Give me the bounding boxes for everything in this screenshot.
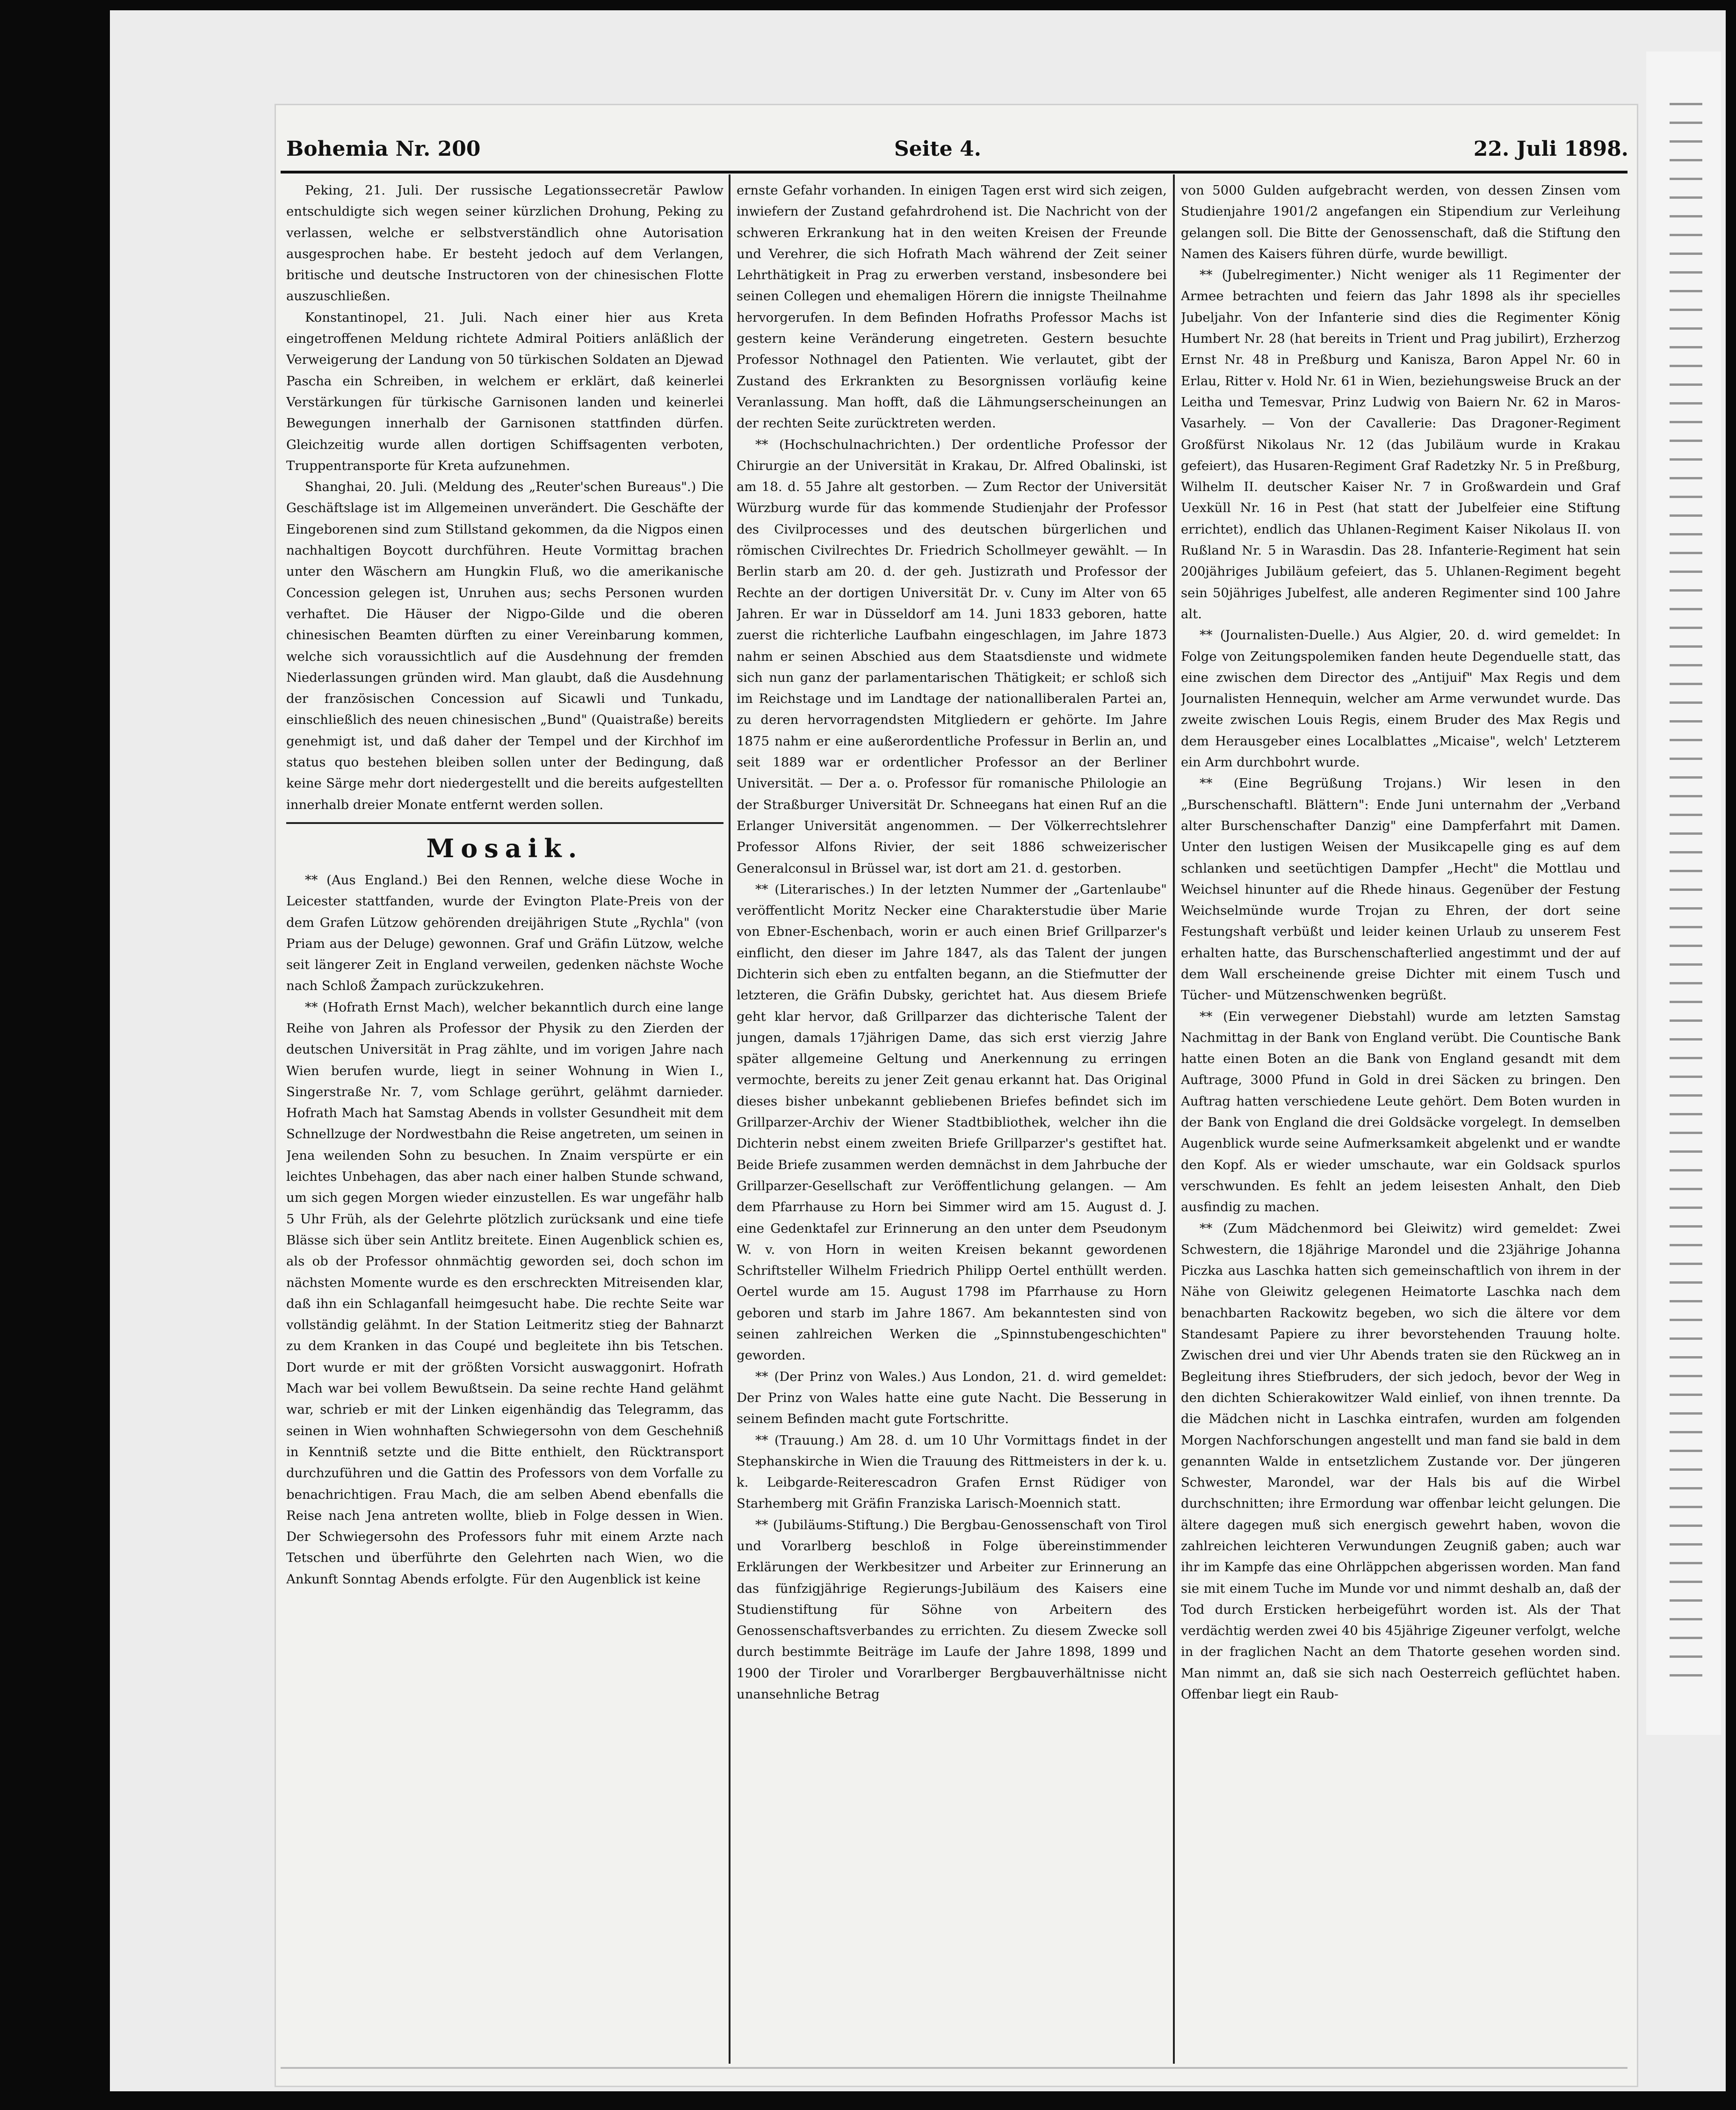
- column-divider-2: [1173, 174, 1175, 2064]
- article-jubelregimenter: ** (Jubelregimenter.) Nicht weniger als 11 Regimenter der Armee betrachten und feiern das Jahr 1898 als ihr specielles Jubeljahr. Von der Infanterie sind dies die Regimenter König Humbert Nr. 28 (hat bereits in Trient und Prag jubilirt), Erzherzog Ernst Nr. 48 in Preßburg und Kanisza, Baron Appel Nr. 60 in Erlau, Ritter v. Hold Nr. 61 in Wien, beziehungsweise Bruck an der Leitha und Temesvar, Prinz Ludwig von Baiern Nr. 62 in Maros-Vasarhely. — Von der Cavallerie: Das Dragoner-Regiment Großfürst Nikolaus Nr. 12 (das Jubiläum wurde in Krakau gefeiert), das Husaren-Regiment Graf Radetzky Nr. 5 in Preßburg, Wilhelm II. deutscher Kaiser Nr. 7 in Großwardein und Graf Uexküll Nr. 16 in Pest (hat statt der Jubelfeier eine Stiftung errichtet), endlich das Uhlanen-Regiment Kaiser Nikolaus II. von Rußland Nr. 5 in Warasdin. Das 28. Infanterie-Regiment hat sein 200jähriges Jubiläum gefeiert, das 5. Uhlanen-Regiment begeht sein 50jähriges Jubelfest, alle anderen Regimenter sind 100 Jahre alt.: [1181, 267, 1620, 621]
- news-item-konstantinopel: Konstantinopel, 21. Juli. Nach einer hier aus Kreta eingetroffenen Meldung richtete Admiral Poitiers anläßlich der Verweigerung der Landung von 50 türkischen Soldaten an Djewad Pascha ein Schreiben, in welchem er erklärt, daß keinerlei Verstärkungen für türkische Garnisonen landen und keinerlei Bewegungen innerhalb der Garnisonen stattfinden dürfen. Gleichzeitig wurde allen dortigen Schiffsagenten verboten, Truppentransporte für Kreta aufzunehmen.: [286, 310, 723, 473]
- issue-date: 22. Juli 1898.: [1473, 137, 1628, 161]
- article-journalisten-duelle: ** (Journalisten-Duelle.) Aus Algier, 20. d. wird gemeldet: In Folge von Zeitungspolemiken fanden heute Degenduelle statt, das eine zwischen dem Director des „Antijuif" Max Regis und dem Journalisten Hennequin, welcher am Arme verwundet wurde. Das zweite zwischen Louis Regis, einem Bruder des Max Regis und dem Herausgeber eines Localblattes „Micaise", welch' Letzterem ein Arm durchbohrt wurde.: [1181, 628, 1620, 770]
- newspaper-page: [276, 105, 1637, 2086]
- article-prinz-von-wales: ** (Der Prinz von Wales.) Aus London, 21. d. wird gemeldet: Der Prinz von Wales hatte eine gute Nacht. Die Besserung in seinem Befinden macht gute Fortschritte.: [737, 1369, 1167, 1427]
- column-2: [737, 180, 1167, 2065]
- article-maedchenmord: ** (Zum Mädchenmord bei Gleiwitz) wird gemeldet: Zwei Schwestern, die 18jährige Marondel und die 23jährige Johanna Piczka aus Laschka hatten sich gemeinschaftlich von ihrem in der Nähe von Gleiwitz gelegenen Heimatorte Laschka nach dem benachbarten Rackowitz begeben, wo sich die ältere vor dem Standesamt Papiere zu ihrer bevorstehenden Trauung holte. Zwischen drei und vier Uhr Abends traten sie den Rückweg an in Begleitung ihres Stiefbruders, der sich jedoch, bevor der Weg in den dichten Schierakowitzer Wald einlief, von ihnen trennte. Da die Mädchen nicht in Laschka eintrafen, wurden am folgenden Morgen Nachforschungen angestellt und man fand sie bald in dem genannten Walde in entsetzlichem Zustande vor. Der jüngeren Schwester, Marondel, war der Hals bis auf die Wirbel durchschnitten; ihre Ermordung war offenbar leicht gelungen. Die ältere dagegen muß sich energisch gewehrt haben, wovon die zahlreichen leichteren Verwundungen Zeugniß gaben; auch war ihr im Kampfe das eine Ohrläppchen abgerissen worden. Man fand sie mit einem Tuche im Munde vor und nimmt deshalb an, daß der Tod durch Ersticken herbeigeführt worden ist. Als der That verdächtig werden zwei 40 bis 45jährige Zigeuner verfolgt, welche in der fraglichen Nacht an dem Thatorte gesehen worden sind. Man nimmt an, daß sie sich nach Oesterreich geflüchtet haben. Offenbar liegt ein Raub-: [1181, 1221, 1620, 1702]
- article-trauung: ** (Trauung.) Am 28. d. um 10 Uhr Vormittags findet in der Stephanskirche in Wien die Trauung des Rittmeisters in der k. u. k. Leibgarde-Reiterescadron Grafen Ernst Rüdiger von Starhemberg mit Gräfin Franziska Larisch-Moennich statt.: [737, 1432, 1167, 1511]
- page-bottom-edge: [281, 2067, 1628, 2069]
- news-item-peking: Peking, 21. Juli. Der russische Legationssecretär Pawlow entschuldigte sich wegen seiner kürzlichen Drohung, Peking zu verlassen, welche er selbstverständlich ohne Autorisation ausgesprochen habe. Er besteht jedoch auf dem Verlangen, britische und deutsche Instructoren von der chinesischen Flotte auszuschließen.: [286, 183, 723, 304]
- article-literarisches: ** (Literarisches.) In der letzten Nummer der „Gartenlaube" veröffentlicht Moritz Necker eine Charakterstudie über Marie von Ebner-Eschenbach, worin er auch einen Brief Grillparzer's einflicht, den dieser im Jahre 1847, als das Talent der jungen Dichterin sich eben zu entfalten begann, an die Stiefmutter der letzteren, die Gräfin Dubsky, gerichtet hat. Aus diesem Briefe geht klar hervor, daß Grillparzer das dichterische Talent der jungen, damals 17jährigen Dame, das sich erst vierzig Jahre später allgemeine Geltung und Anerkennung zu erringen vermochte, bereits zu jener Zeit genau erkannt hat. Das Original dieses bisher unbekannt gebliebenen Briefes befindet sich im Grillparzer-Archiv der Wiener Stadtbibliothek, welcher ihn die Dichterin nebst einem zweiten Briefe Grillparzer's gestiftet hat. Beide Briefe zusammen werden demnächst in dem Jahrbuche der Grillparzer-Gesellschaft zur Veröffentlichung gelangen. — Am dem Pfarrhause zu Horn bei Simmer wird am 15. August d. J. eine Gedenktafel zur Erinnerung an den unter dem Pseudonym W. v. von Horn in weiten Kreisen bekannt gewordenen Schriftsteller Wilhelm Friedrich Philipp Oertel enthüllt werden. Oertel wurde am 15. August 1798 im Pfarrhause zu Horn geboren und starb im Jahre 1867. Am bekanntesten sind von seinen zahlreichen Werken die „Spinnstubengeschichten" geworden.: [737, 882, 1167, 1363]
- article-hofrath-mach: ** (Hofrath Ernst Mach), welcher bekanntlich durch eine lange Reihe von Jahren als Professor der Physik zu den Zierden der deutschen Universität in Prag zählte, und im vorigen Jahre nach Wien berufen wurde, liegt in seiner Wohnung in Wien I., Singerstraße Nr. 7, vom Schlage gerührt, gelähmt darnieder. Hofrath Mach hat Samstag Abends in vollster Gesundheit mit dem Schnellzuge der Nordwestbahn die Reise angetreten, um seinen in Jena weilenden Sohn zu besuchen. In Znaim verspürte er ein leichtes Unbehagen, das aber nach einer halben Stunde schwand, um sich gegen Morgen wieder einzustellen. Es war ungefähr halb 5 Uhr Früh, als der Gelehrte plötzlich zurücksank und eine tiefe Blässe sich über sein Antlitz breitete. Einen Augenblick schien es, als ob der Professor ohnmächtig geworden sei, doch schon im nächsten Momente wurde es den erschreckten Mitreisenden klar, daß ihn ein Schlaganfall heimgesucht habe. Die rechte Seite war vollständig gelähmt. In der Station Leitmeritz stieg der Bahnarzt zu dem Kranken in das Coupé und begleitete ihn bis Tetschen. Dort wurde er mit der größten Vorsicht auswaggonirt. Hofrath Mach war bei vollem Bewußtsein. Da seine rechte Hand gelähmt war, schrieb er mit der Linken eigenhändig das Telegramm, das seinen in Wien wohnhaften Schwiegersohn von dem Geschehniß in Kenntniß setzte und die Bitte enthielt, den Rücktransport durchzuführen und die Gattin des Professors von dem Vorfalle zu benachrichtigen. Frau Mach, die am selben Abend ebenfalls die Reise nach Jena antreten wollte, blieb in Folge dessen in Wien. Der Schwiegersohn des Professors fuhr mit einem Arzte nach Tetschen und überführte den Gelehrten nach Wien, wo die Ankunft Sonntag Abends erfolgte. Für den Augenblick ist keine: [286, 999, 723, 1587]
- page-header: [286, 137, 1628, 170]
- section-divider: [286, 822, 723, 824]
- page-number: Seite 4.: [894, 137, 982, 161]
- article-jubilaeums-stiftung: ** (Jubiläums-Stiftung.) Die Bergbau-Genossenschaft von Tirol und Vorarlberg beschloß in Folge übereinstimmender Erklärungen der Werkbesitzer und Arbeiter zur Erinnerung an das fünfzigjährige Regierungs-Jubiläum des Kaisers eine Studienstiftung für Söhne von Arbeitern des Genossenschaftsverbandes zu errichten. Zu diesem Zwecke soll durch bestimmte Beiträge im Laufe der Jahre 1898, 1899 und 1900 der Tiroler und Vorarlberger Bergbauverhältnisse nicht unansehnliche Betrag: [737, 1517, 1167, 1702]
- article-continuation: von 5000 Gulden aufgebracht werden, von dessen Zinsen vom Studienjahre 1901/2 angefangen ein Stipendium zur Verleihung gelangen soll. Die Bitte der Genossenschaft, daß die Stiftung den Namen des Kaisers führen dürfe, wurde bewilligt.: [1181, 183, 1620, 261]
- column-1: [286, 180, 723, 2065]
- article-begruessung-trojans: ** (Eine Begrüßung Trojans.) Wir lesen in den „Burschenschaftl. Blättern": Ende Juni unternahm der „Verband alter Burschenschafter Danzig" eine Dampferfahrt mit Damen. Unter den lustigen Weisen der Musikcapelle ging es auf dem schlanken und seetüchtigen Dampfer „Hecht" die Mottlau und Weichsel hinunter auf die Rhede hinaus. Gegenüber der Festung Weichselmünde wurde Trojan zu Ehren, der dort seine Festungshaft verbüßt und leider keinen Urlaub zu unserem Fest erhalten hatte, das Burschenschafterlied angestimmt und der auf dem Wall erscheinende greise Dichter mit einem Tusch und Tücher- und Mützenschwenken begrüßt.: [1181, 776, 1620, 1003]
- article-aus-england: ** (Aus England.) Bei den Rennen, welche diese Woche in Leicester stattfanden, wurde der Evington Plate-Preis von der dem Grafen Lützow gehörenden dreijährigen Stute „Rychla" (von Priam aus der Deluge) gewonnen. Graf und Gräfin Lützow, welche seit längerer Zeit in England verweilen, gedenken nächste Woche nach Schloß Žampach zurückzukehren.: [286, 872, 723, 994]
- article-diebstahl: ** (Ein verwegener Diebstahl) wurde am letzten Samstag Nachmittag in der Bank von England verübt. Die Countische Bank hatte einen Boten an die Bank von England gesandt mit dem Auftrage, 3000 Pfund in Gold in drei Säcken zu bringen. Den Auftrag hatten verschiedene Leute gehört. Dem Boten wurden in der Bank von England die drei Goldsäcke vorgelegt. In demselben Augenblick wurde seine Aufmerksamkeit abgelenkt und er wandte den Kopf. Als er wieder umschaute, war ein Goldsack spurlos verschwunden. Es fehlt an jedem leisesten Anhalt, den Dieb ausfindig zu machen.: [1181, 1009, 1620, 1215]
- header-rule: [281, 171, 1628, 173]
- news-item-shanghai: Shanghai, 20. Juli. (Meldung des „Reuter'schen Bureaus".) Die Geschäftslage ist im Allgemeinen unverändert. Die Geschäfte der Eingeborenen sind zum Stillstand gekommen, da die Nigpos einen nachhaltigen Boycott durchführen. Heute Vormittag brachen unter den Wäschern am Hungkin Fluß, wo die amerikanische Concession gelegen ist, Unruhen aus; sechs Personen wurden verhaftet. Die Häuser der Nigpo-Gilde und die oberen chinesischen Beamten dürften zu einer Vereinbarung kommen, welche sich voraussichtlich auf die Ausdehnung der fremden Niederlassungen gründen wird. Man glaubt, daß die Ausdehnung der französischen Concession auf Sicawli und Tunkadu, einschließlich des neuen chinesischen „Bund" (Quaistraße) bereits genehmigt ist, und daß daher der Tempel und der Kirchhof im status quo bestehen bleiben sollen unter der Bedingung, daß keine Särge mehr dort niedergestellt und die bereits aufgestellten innerhalb dreier Monate entfernt werden sollen.: [286, 479, 723, 812]
- column-divider-1: [729, 174, 731, 2064]
- column-3: [1181, 180, 1620, 2065]
- article-hochschulnachrichten: ** (Hochschulnachrichten.) Der ordentliche Professor der Chirurgie an der Universität in Krakau, Dr. Alfred Obalinski, ist am 18. d. 55 Jahre alt gestorben. — Zum Rector der Universität Würzburg wurde für das kommende Studienjahr der Professor des Civilprocesses und des deutschen bürgerlichen und römischen Civilrechtes Dr. Friedrich Schollmeyer gewählt. — In Berlin starb am 20. d. der geh. Justizrath und Professor der Rechte an der dortigen Universität Dr. v. Cuny im Alter von 65 Jahren. Er war in Düsseldorf am 14. Juni 1833 geboren, hatte zuerst die richterliche Laufbahn eingeschlagen, im Jahre 1873 nahm er seinen Abschied aus dem Staatsdienste und widmete sich nun ganz der parlamentarischen Thätigkeit; er schloß sich im Reichstage und im Landtage der nationalliberalen Partei an, zu deren hervorragendsten Mitgliedern er gehörte. Im Jahre 1875 nahm er eine außerordentliche Professur in Berlin an, und seit 1889 war er ordentlicher Professor an der Berliner Universität. — Der a. o. Professor für romanische Philologie an der Straßburger Universität Dr. Schneegans hat einen Ruf an die Erlanger Universität angenommen. — Der Völkerrechtslehrer Professor Alfons Rivier, der seit 1886 schweizerischer Generalconsul in Brüssel war, ist dort am 21. d. gestorben.: [737, 437, 1167, 876]
- masthead-issue: Bohemia Nr. 200: [286, 137, 481, 161]
- article-continuation: ernste Gefahr vorhanden. In einigen Tagen erst wird sich zeigen, inwiefern der Zustand gefahrdrohend ist. Die Nachricht von der schweren Erkrankung hat in den weiten Kreisen der Freunde und Verehrer, die sich Hofrath Mach während der Zeit seiner Lehrthätigkeit in Prag zu erwerben verstand, insbesondere bei seinen Collegen und ehemaligen Hörern die innigste Theilnahme hervorgerufen. In dem Befinden Hofraths Professor Machs ist gestern keine Veränderung eingetreten. Gestern besuchte Professor Nothnagel den Patienten. Wie verlautet, gibt der Zustand des Erkrankten zu Besorgnissen vorläufig keine Veranlassung. Man hofft, daß die Lähmungserscheinungen an der rechten Seite zurücktreten werden.: [737, 183, 1167, 431]
- next-page-text-edge: [1670, 103, 1702, 1693]
- section-title-mosaik: Mosaik.: [426, 833, 584, 863]
